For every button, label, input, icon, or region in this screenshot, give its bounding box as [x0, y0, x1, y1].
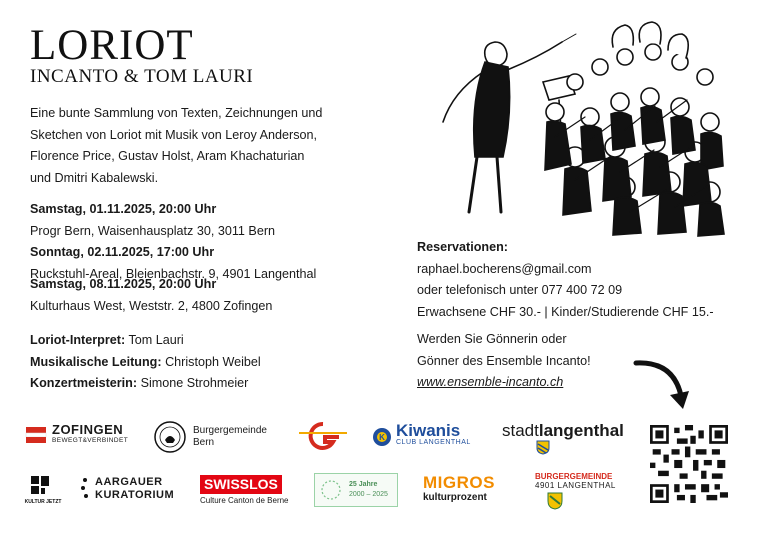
- reservation-phone: oder telefonisch unter 077 400 72 09: [417, 283, 623, 297]
- g-emblem-logo: [297, 421, 349, 451]
- burgergemeinde-bern-logo: Burgergemeinde Bern: [153, 420, 267, 454]
- supporters: [417, 329, 591, 394]
- page-title: LORIOT: [30, 22, 194, 69]
- zofingen-flag-icon: [26, 425, 46, 445]
- aargauer-dots-icon: [79, 476, 91, 502]
- stadt-langenthal-logo: stadtlangenthal: [502, 422, 624, 459]
- qr-code[interactable]: [650, 425, 728, 503]
- supporters-line: Gönner des Ensemble Incanto!: [417, 353, 591, 368]
- svg-text:KULTUR JETZT: KULTUR JETZT: [24, 499, 62, 505]
- reservations-heading: Reservationen:: [417, 240, 508, 254]
- migros-logo: MIGROS kulturprozent: [423, 473, 495, 503]
- credit-row: Musikalische Leitung: Christoph Weibel: [30, 354, 261, 369]
- credit-row: Konzertmeisterin: Simone Strohmeier: [30, 376, 249, 390]
- event-date: Samstag, 01.11.2025, 20:00 Uhr: [30, 202, 217, 216]
- event-venue: Progr Bern, Waisenhausplatz 30, 3011 Bern: [30, 223, 276, 238]
- event-date: Samstag, 08.11.2025, 20:00 Uhr: [30, 277, 217, 291]
- svg-text:K: K: [379, 433, 385, 442]
- credit-row: Loriot-Interpret: Tom Lauri: [30, 333, 184, 347]
- langenthal-shield-icon: [547, 492, 563, 510]
- kiwanis-emblem-icon: [372, 427, 392, 447]
- reservations: [417, 237, 714, 323]
- kiwanis-logo: K Kiwanis CLUB LANGENTHAL: [372, 425, 471, 449]
- page-subtitle: INCANTO & TOM LAURI: [30, 66, 254, 87]
- jubilee-logo: 25 Jahre 2000 – 2025: [314, 473, 398, 507]
- description-line: Eine bunte Sammlung von Texten, Zeichnungen und: [30, 106, 323, 120]
- jubilee-circle-icon: [319, 478, 343, 502]
- event-1: [30, 199, 275, 242]
- kultur-jetzt-logo: [24, 474, 62, 506]
- orchestra-illustration: [425, 22, 730, 237]
- bern-seal-icon: [153, 420, 187, 454]
- description-line: Florence Price, Gustav Holst, Aram Khachaturian: [30, 149, 305, 163]
- description: [30, 103, 360, 189]
- event-3: [30, 274, 272, 317]
- langenthal-crest-icon: [536, 440, 550, 454]
- event-date: Sonntag, 02.11.2025, 17:00 Uhr: [30, 245, 215, 259]
- event-venue: Kulturhaus West, Weststr. 2, 4800 Zofingen: [30, 298, 273, 313]
- aargauer-kuratorium-logo: AARGAUER KURATORIUM: [79, 476, 174, 502]
- swisslos-logo: SWISSLOS Culture Canton de Berne: [200, 476, 289, 505]
- curved-arrow-icon: [632, 355, 692, 415]
- supporters-line: Werden Sie Gönnerin oder: [417, 332, 567, 346]
- reservation-prices: Erwachsene CHF 30.- | Kinder/Studierende CHF 15.-: [417, 304, 714, 319]
- description-line: Sketchen von Loriot mit Musik von Leroy Anderson,: [30, 127, 318, 142]
- event-venue: Ruckstuhl-Areal, Bleienbachstr. 9, 4901 Langenthal: [30, 266, 317, 281]
- reservation-email[interactable]: raphael.bocherens@gmail.com: [417, 261, 592, 276]
- burgergemeinde-langenthal-logo: BURGERGEMEINDE 4901 LANGENTHAL: [535, 472, 616, 515]
- website-link[interactable]: www.ensemble-incanto.ch: [417, 375, 564, 389]
- zofingen-logo: ZOFINGEN BEWEGT&VERBINDET: [26, 424, 128, 446]
- credits: [30, 330, 261, 395]
- kultur-jetzt-icon: [24, 474, 62, 506]
- description-line: und Dmitri Kabalewski.: [30, 170, 159, 185]
